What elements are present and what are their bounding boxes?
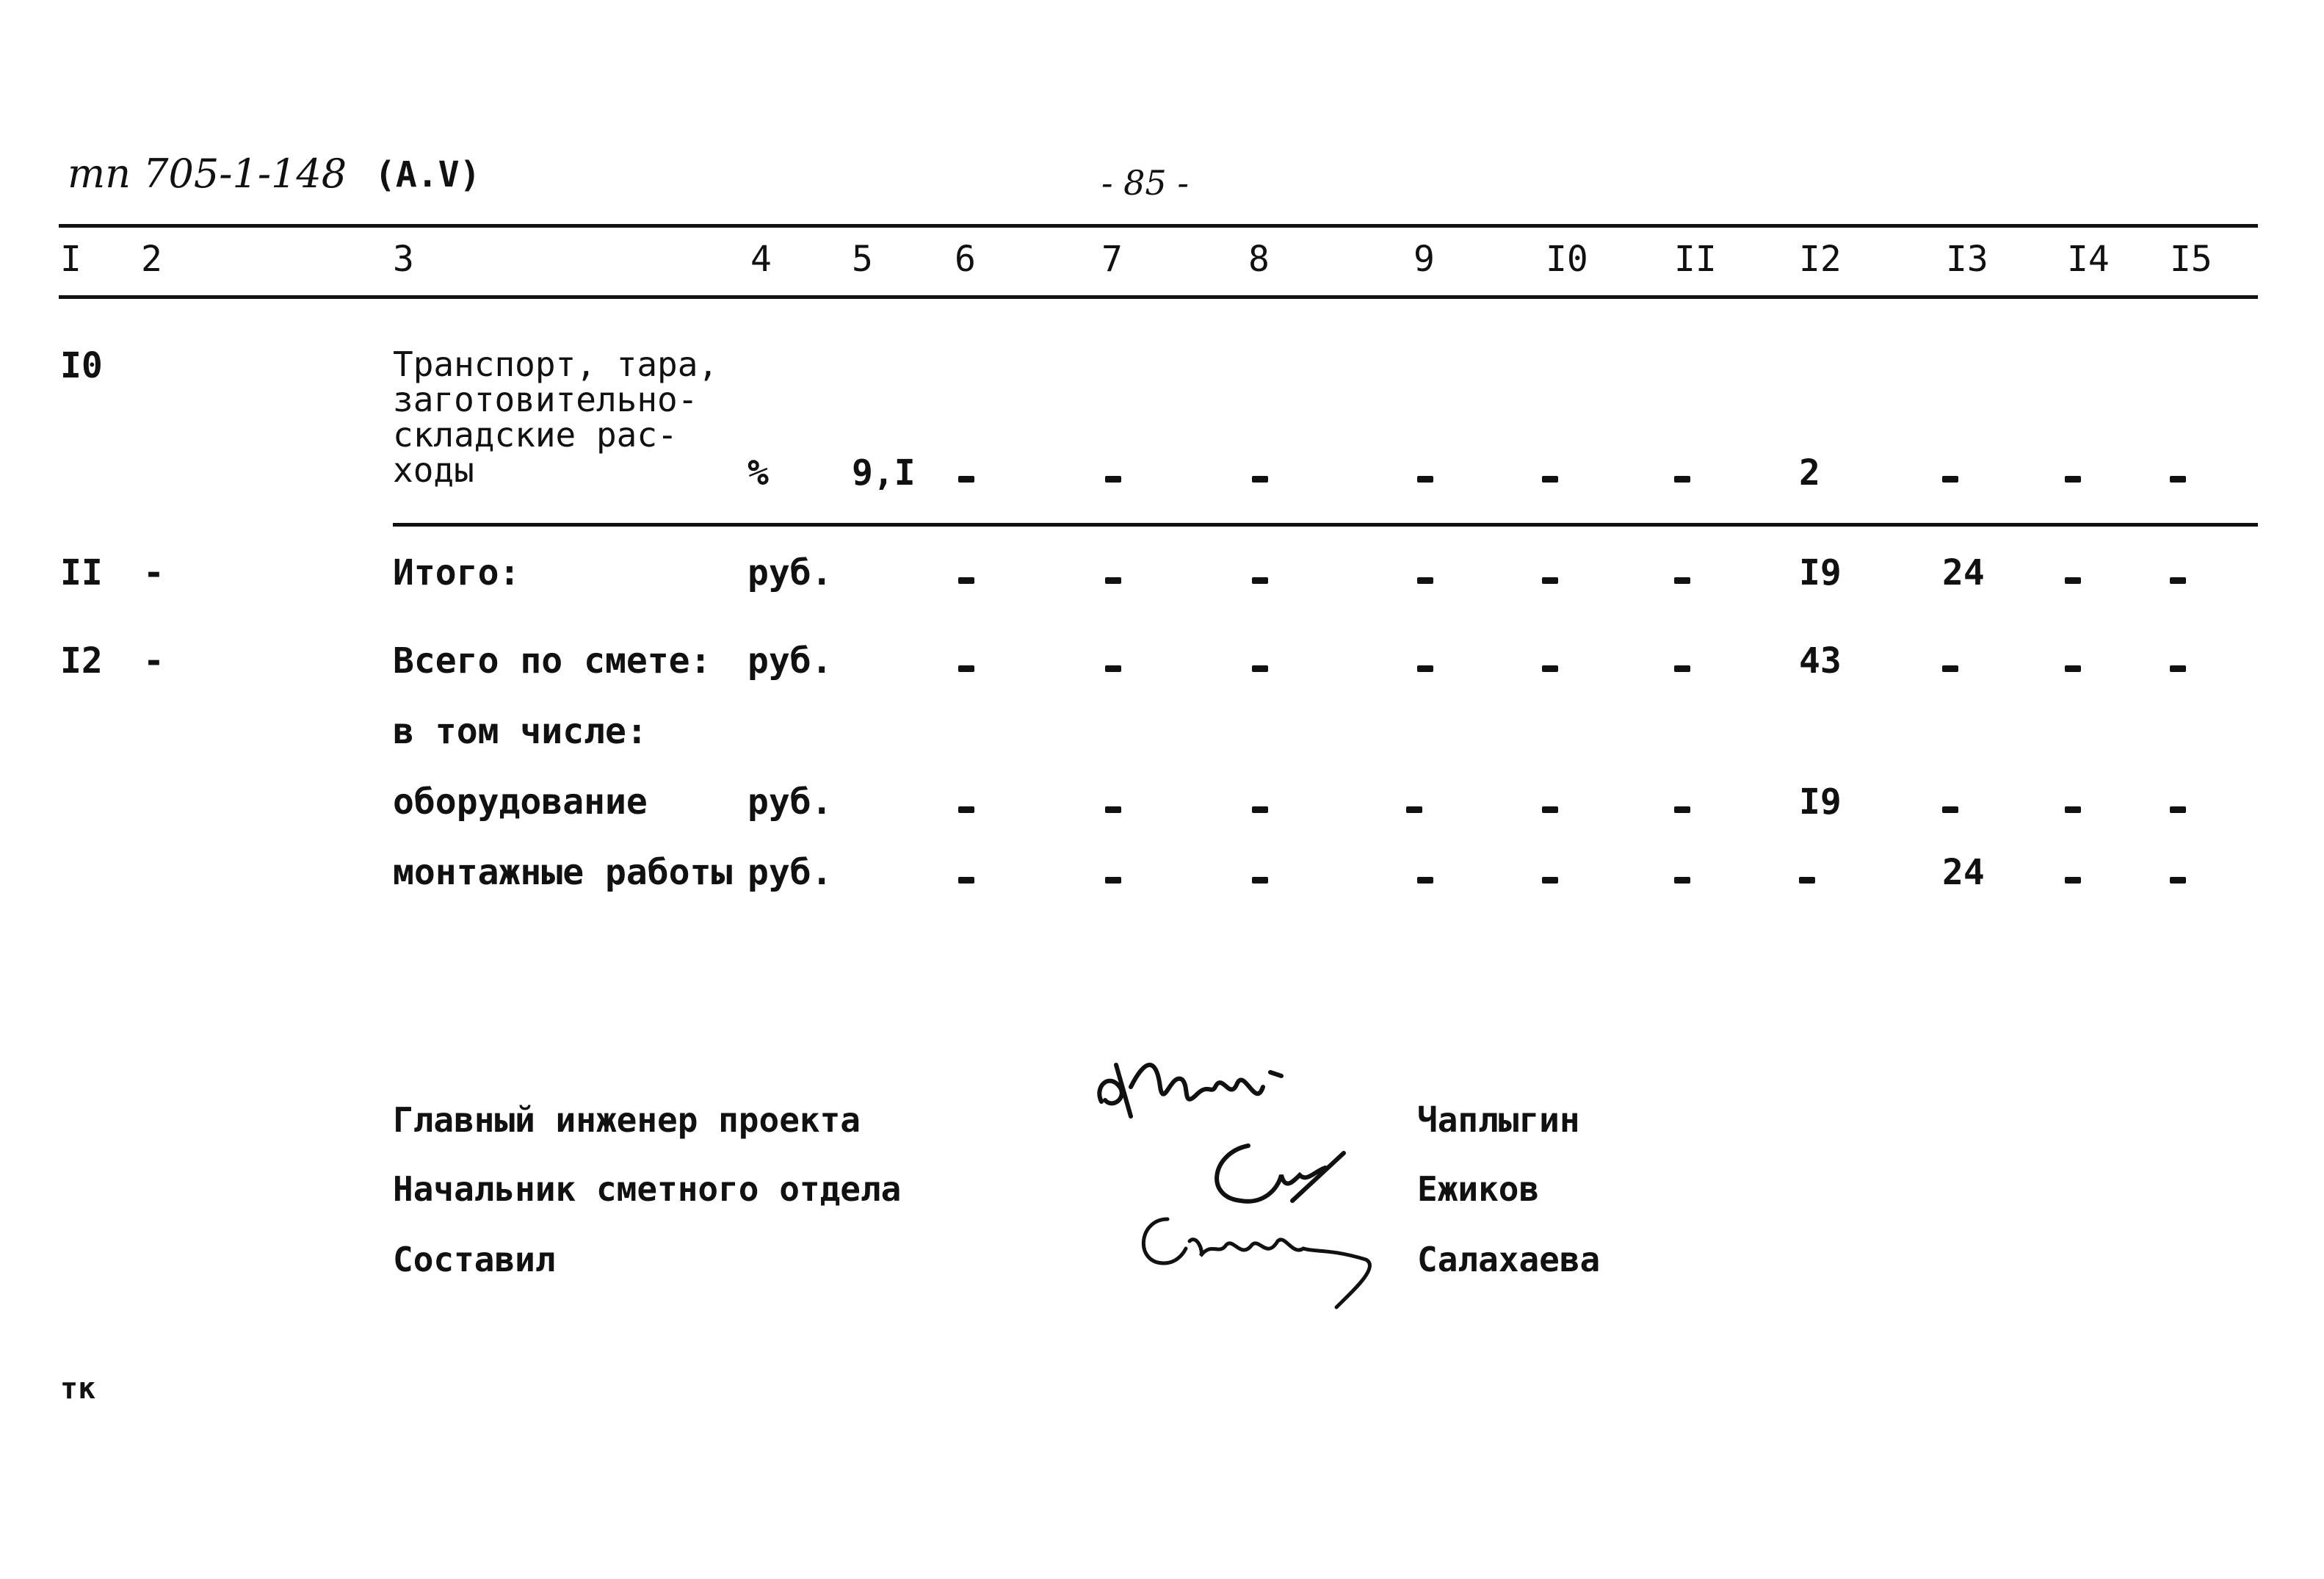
row-unit: %	[747, 452, 769, 494]
dash-mark	[2170, 577, 2186, 584]
dash-mark	[958, 665, 974, 672]
handwritten-signature-3	[1131, 1197, 1410, 1329]
dash-mark	[1542, 877, 1558, 884]
dash-mark	[958, 476, 974, 483]
row-name: монтажные работы	[393, 852, 733, 893]
dash-mark	[1417, 476, 1433, 483]
dash-mark	[2170, 476, 2186, 483]
dash-mark	[1674, 476, 1690, 483]
dash-mark	[1942, 806, 1958, 813]
column-header: 6	[955, 239, 976, 280]
footer-mark: тк	[60, 1372, 96, 1406]
dash-mark	[1674, 877, 1690, 884]
dash-mark	[1417, 877, 1433, 884]
dash-mark	[2170, 877, 2186, 884]
dash-mark	[1674, 665, 1690, 672]
dash-mark	[1105, 877, 1121, 884]
dash-mark	[958, 577, 974, 584]
column-header: I3	[1946, 239, 1988, 280]
dash-mark	[1542, 806, 1558, 813]
dash-mark	[1542, 665, 1558, 672]
column-header: 2	[141, 239, 162, 280]
column-header: I2	[1799, 239, 1842, 280]
row-col5: 9,I	[852, 452, 916, 494]
row-col2: -	[143, 552, 164, 593]
dash-mark	[1105, 476, 1121, 483]
dash-mark	[2065, 877, 2081, 884]
row-name: Всего по смете:	[393, 640, 712, 682]
document-code: тп 705-1-148	[68, 151, 347, 197]
column-header: 5	[852, 239, 873, 280]
dash-mark	[1105, 577, 1121, 584]
column-header: 8	[1248, 239, 1270, 280]
dash-mark	[2065, 806, 2081, 813]
album-label: (А.V)	[374, 154, 481, 195]
dash-mark	[1252, 665, 1268, 672]
table-header-rule	[59, 295, 2258, 299]
row-number: I0	[60, 345, 103, 386]
dash-mark	[958, 806, 974, 813]
subheading-including: в том числе:	[393, 711, 648, 752]
signer-name: Чаплыгин	[1417, 1100, 1580, 1140]
dash-mark	[1252, 476, 1268, 483]
dash-mark	[1105, 665, 1121, 672]
column-header: 3	[393, 239, 414, 280]
dash-mark	[2065, 577, 2081, 584]
dash-mark	[1674, 577, 1690, 584]
dash-mark	[2170, 806, 2186, 813]
row-name: оборудование	[393, 781, 648, 823]
signer-title: Составил	[393, 1240, 556, 1279]
column-header: 7	[1101, 239, 1123, 280]
dash-mark	[1674, 806, 1690, 813]
dash-mark	[1799, 877, 1815, 884]
dash-mark	[1542, 577, 1558, 584]
row-unit: руб.	[747, 781, 833, 823]
dash-mark	[1942, 665, 1958, 672]
dash-mark	[1252, 877, 1268, 884]
column-header: 9	[1413, 239, 1435, 280]
row-unit: руб.	[747, 552, 833, 593]
dash-mark	[1417, 665, 1433, 672]
row-col12: 43	[1799, 640, 1842, 682]
dash-mark	[2065, 476, 2081, 483]
dash-mark	[1417, 577, 1433, 584]
column-header: 4	[750, 239, 772, 280]
signer-name: Ежиков	[1417, 1169, 1540, 1209]
page-number: - 85 -	[1101, 163, 1189, 203]
section-rule	[393, 523, 2258, 527]
dash-mark	[1406, 806, 1422, 813]
row-col13: 24	[1942, 552, 1985, 593]
row-unit: руб.	[747, 852, 833, 893]
dash-mark	[1542, 476, 1558, 483]
row-col13: 24	[1942, 852, 1985, 893]
row-name: Транспорт, тара, заготовительно- складские рас- ходы	[393, 344, 719, 490]
dash-mark	[2065, 665, 2081, 672]
row-unit: руб.	[747, 640, 833, 682]
row-col12: I9	[1799, 781, 1842, 823]
row-col12: 2	[1799, 452, 1820, 494]
table-top-rule	[59, 224, 2258, 228]
signer-title: Начальник сметного отдела	[393, 1169, 902, 1209]
dash-mark	[1252, 806, 1268, 813]
row-number: II	[60, 552, 103, 593]
row-number: I2	[60, 640, 103, 682]
dash-mark	[2170, 665, 2186, 672]
column-header: I5	[2170, 239, 2212, 280]
dash-mark	[1942, 476, 1958, 483]
dash-mark	[1105, 806, 1121, 813]
column-header: I0	[1546, 239, 1588, 280]
row-name: Итого:	[393, 552, 521, 593]
column-header: I	[60, 239, 82, 280]
column-header: I4	[2067, 239, 2110, 280]
handwritten-signature-1	[1087, 1043, 1351, 1131]
signer-title: Главный инженер проекта	[393, 1100, 861, 1140]
signer-name: Салахаева	[1417, 1240, 1601, 1279]
row-col2: -	[143, 640, 164, 682]
dash-mark	[1252, 577, 1268, 584]
dash-mark	[958, 877, 974, 884]
column-header: II	[1674, 239, 1717, 280]
row-col12: I9	[1799, 552, 1842, 593]
